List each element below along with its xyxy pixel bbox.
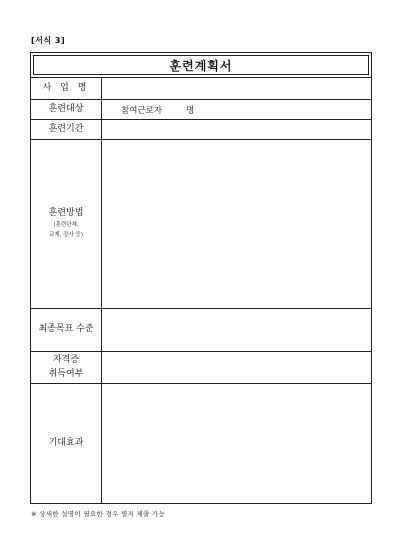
label-final-goal: [31, 309, 102, 351]
row-method: [31, 140, 371, 309]
form-number-label: [서식 3]: [31, 36, 66, 45]
label-period: [31, 120, 102, 139]
method-sub-label-2: 교재, 강사 등): [49, 231, 83, 238]
period-field[interactable]: [102, 120, 371, 139]
label-trainees: [31, 100, 102, 119]
row-trainees: [31, 100, 371, 120]
form-table: [31, 77, 371, 503]
row-certification: [31, 352, 371, 384]
form-title: 훈련계획서: [33, 55, 369, 75]
row-final-goal: [31, 309, 371, 352]
label-expected-effect: [31, 384, 102, 504]
certification-label-line-2: 취득여부: [48, 368, 84, 379]
final-goal-field[interactable]: [102, 309, 371, 351]
trainees-field[interactable]: [102, 100, 371, 119]
business-name-label-text: 사 업 명: [42, 82, 90, 93]
row-business-name: [31, 78, 371, 100]
certification-label-line-1: 자격증: [52, 355, 80, 365]
label-business-name: [31, 78, 102, 99]
expected-effect-label-text: 기대효과: [48, 438, 84, 449]
final-goal-label-text: 최종목표 수준: [38, 324, 94, 335]
certification-field[interactable]: [102, 352, 371, 383]
training-plan-form: [30, 52, 372, 504]
trainees-value: 참여근로자: [121, 105, 163, 116]
trainees-unit: 명: [186, 105, 195, 116]
trainees-label-text: 훈련대상: [48, 103, 84, 114]
label-certification: [31, 352, 102, 383]
business-name-field[interactable]: [102, 78, 371, 99]
expected-effect-field[interactable]: [102, 384, 371, 504]
method-field[interactable]: [102, 140, 371, 308]
period-label-text: 훈련기간: [48, 123, 84, 134]
footnote: ※ 상세한 설명이 필요한 경우 별지 제출 가능: [31, 510, 166, 518]
method-label-text: 훈련방법: [48, 208, 84, 219]
row-expected-effect: [31, 384, 371, 504]
method-sub-label-1: (훈련단체,: [53, 221, 79, 228]
row-period: [31, 120, 371, 140]
label-method: [31, 140, 102, 308]
